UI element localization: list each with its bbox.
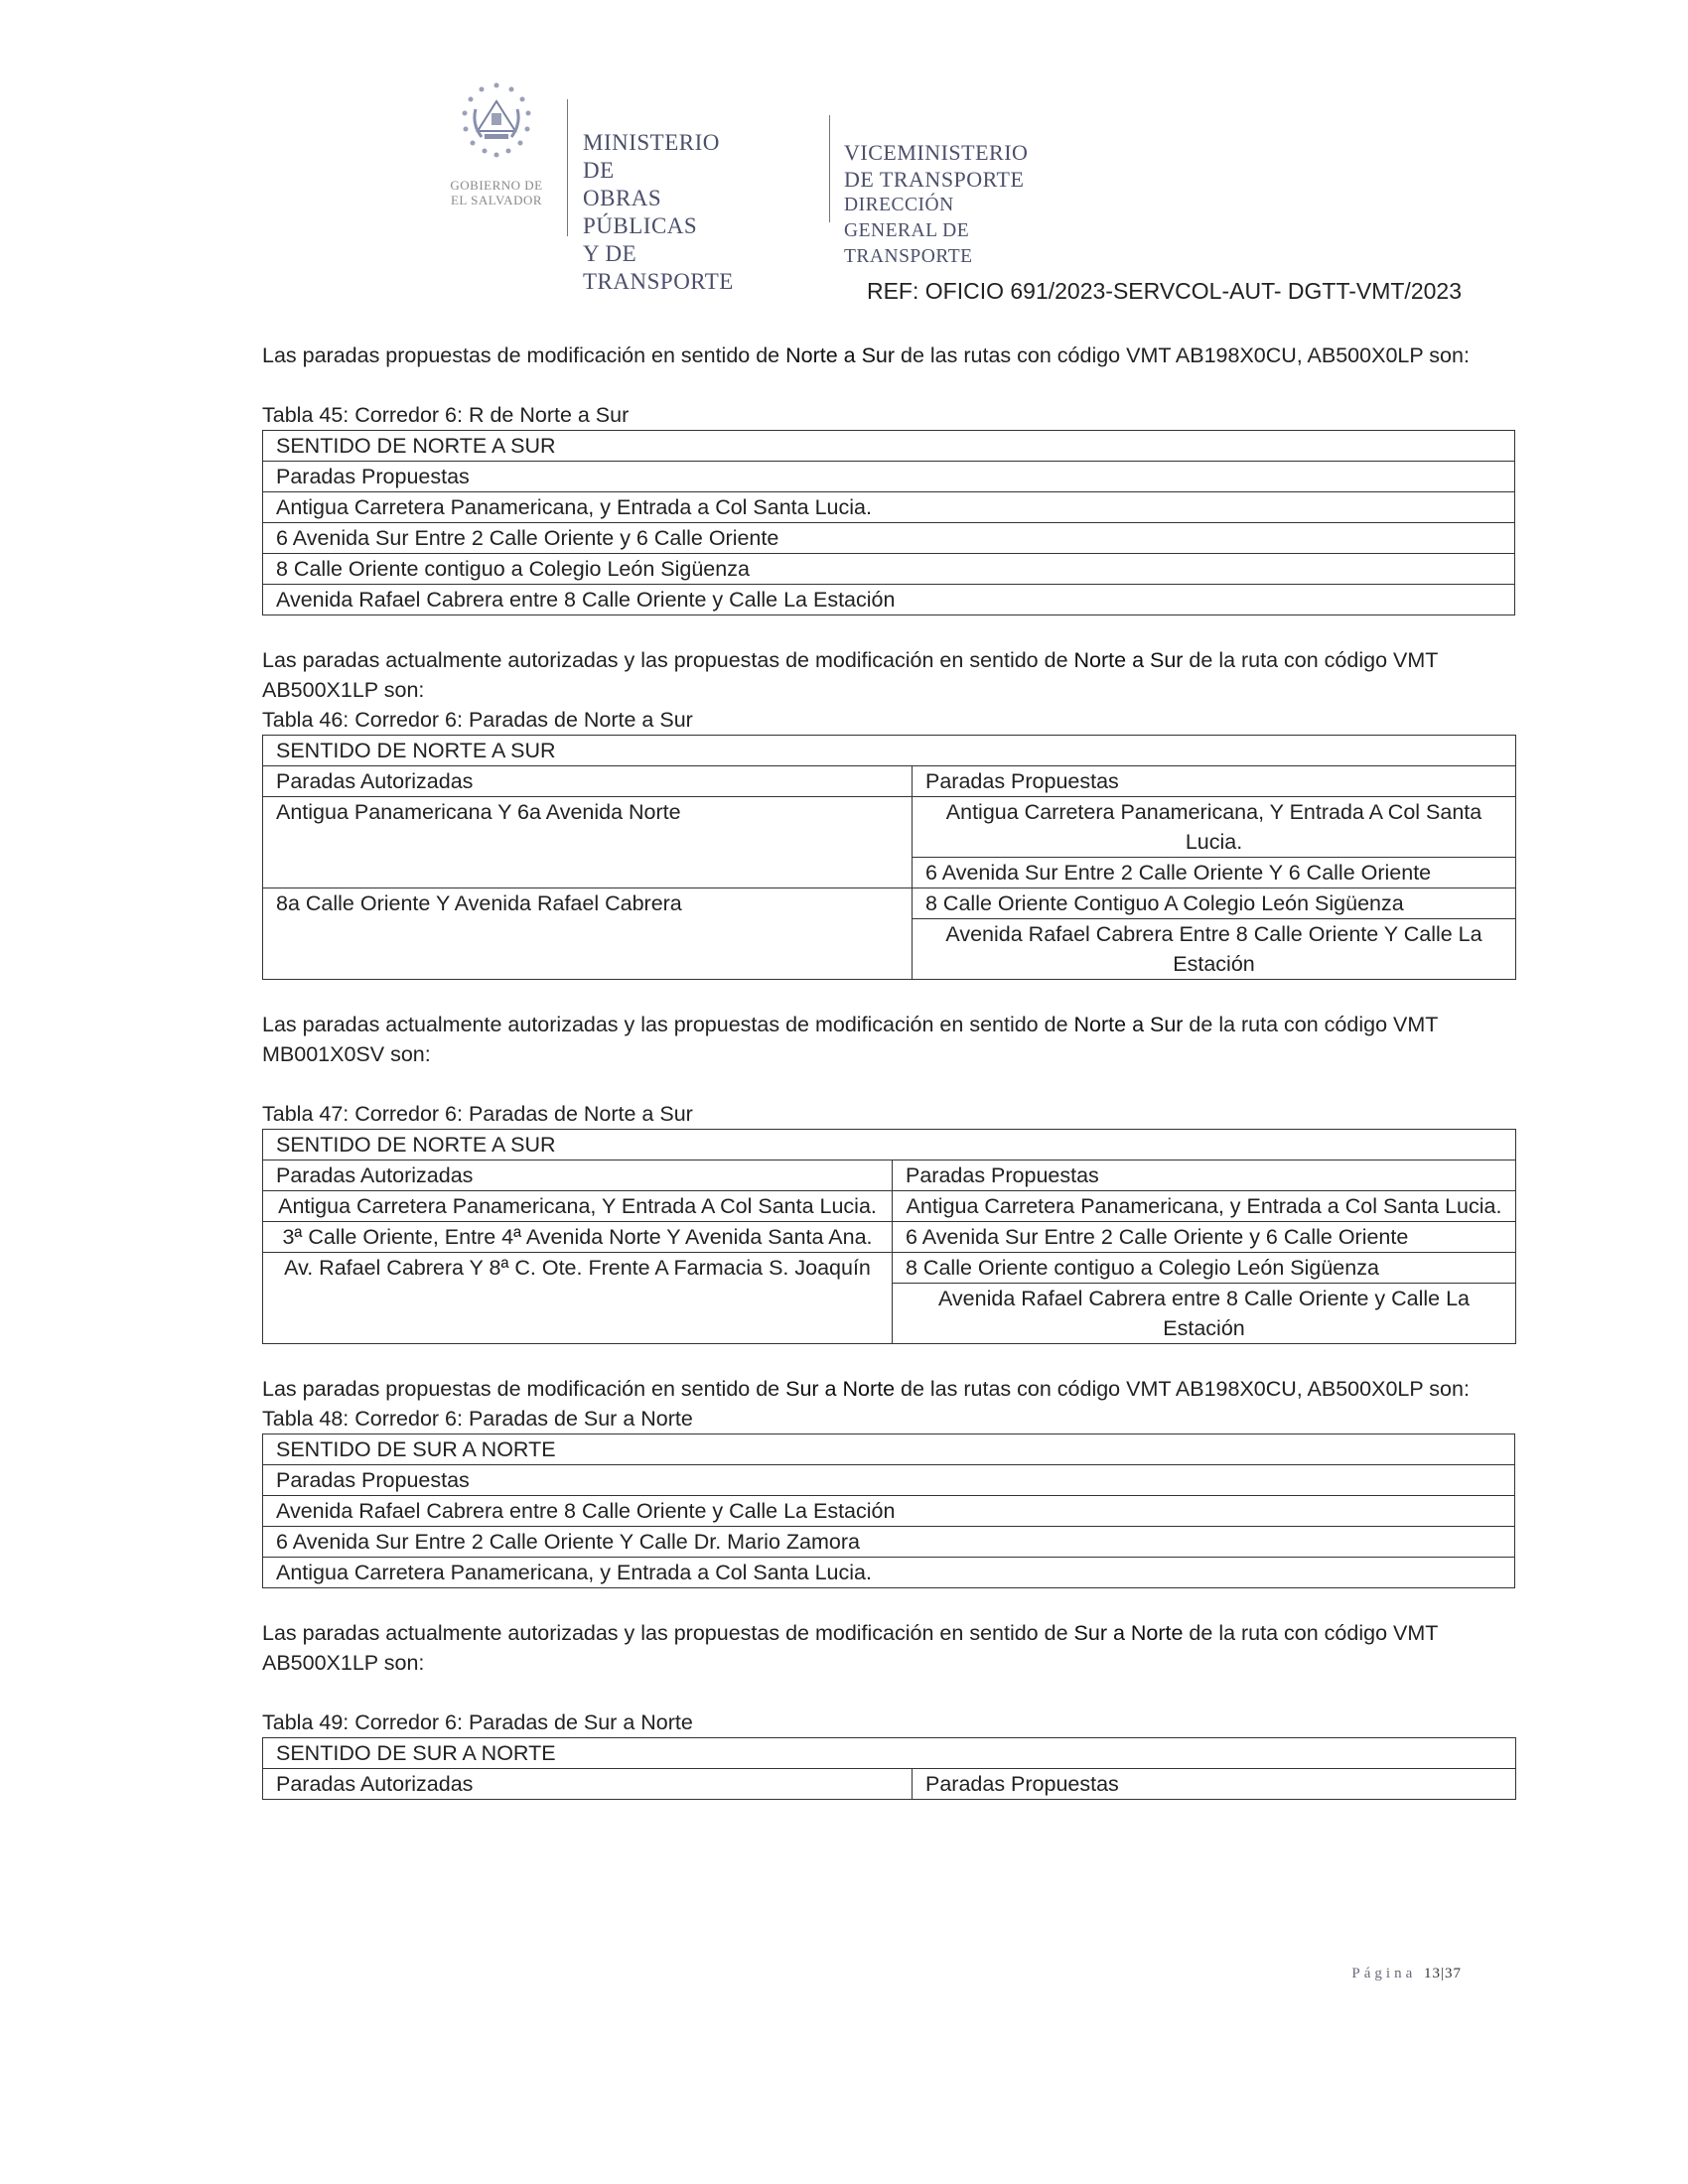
paragraph: [262, 1374, 1515, 1404]
table-48: [262, 1433, 1515, 1588]
paragraph-emphasis: Sur a Norte: [785, 1377, 896, 1401]
table-row: [263, 1253, 1516, 1284]
divider: [567, 99, 568, 236]
table-45: [262, 430, 1515, 615]
ministry-line3: Y DE TRANSPORTE: [583, 241, 734, 294]
paragraph-text: de la ruta con código VMT MB001X0SV son:: [262, 1013, 1439, 1066]
table-cell: Avenida Rafael Cabrera entre 8 Calle Oriente y Calle La Estación: [263, 1496, 1515, 1527]
table-header: SENTIDO DE NORTE A SUR: [263, 736, 1516, 766]
column-header: Paradas Autorizadas: [263, 1769, 913, 1800]
table-header: SENTIDO DE NORTE A SUR: [263, 1130, 1516, 1160]
table-caption: Tabla 47: Corredor 6: Paradas de Norte a Sur: [262, 1102, 693, 1126]
table-row: [263, 585, 1515, 615]
table-cell: 6 Avenida Sur Entre 2 Calle Oriente Y Calle Dr. Mario Zamora: [263, 1527, 1515, 1558]
table-46: [262, 735, 1516, 980]
paragraph: [262, 1010, 1515, 1069]
table-row: [263, 1191, 1516, 1222]
paragraph-text: Las paradas propuestas de modificación en sentido de: [262, 343, 786, 367]
paragraph: [262, 341, 1515, 370]
reference-number: REF: OFICIO 691/2023-SERVCOL-AUT- DGTT-VMT/2023: [866, 278, 1462, 304]
table-header: SENTIDO DE SUR A NORTE: [263, 1738, 1516, 1769]
table-cell: Avenida Rafael Cabrera entre 8 Calle Oriente y Calle La Estación: [893, 1284, 1516, 1344]
table-row: [263, 797, 1516, 858]
table-cell: 8 Calle Oriente contiguo a Colegio León Sigüenza: [263, 554, 1515, 585]
paragraph-text: Las paradas actualmente autorizadas y las propuestas de modificación en sentido de: [262, 1013, 1074, 1036]
divider: [829, 115, 830, 222]
column-header: Paradas Propuestas: [913, 1769, 1516, 1800]
column-header: Paradas Propuestas: [893, 1160, 1516, 1191]
paragraph: [262, 1618, 1515, 1678]
page-footer: [1351, 1966, 1462, 1982]
page-label: Página: [1351, 1966, 1417, 1981]
vice-line2: DIRECCIÓN GENERAL DE TRANSPORTE: [844, 195, 973, 267]
column-header: Paradas Propuestas: [913, 766, 1516, 797]
table-cell: Avenida Rafael Cabrera entre 8 Calle Oriente y Calle La Estación: [263, 585, 1515, 615]
column-header: Paradas Autorizadas: [263, 766, 913, 797]
table-cell: Antigua Carretera Panamericana, y Entrada a Col Santa Lucia.: [263, 1558, 1515, 1588]
viceministry-name: [844, 139, 1028, 270]
table-cell: Antigua Panamericana Y 6a Avenida Norte: [263, 797, 913, 888]
paragraph-text: de las rutas con código VMT AB198X0CU, AB500X0LP son:: [895, 1377, 1470, 1401]
paragraph-emphasis: Sur a Norte: [1073, 1621, 1184, 1645]
table-header: SENTIDO DE NORTE A SUR: [263, 431, 1515, 462]
paragraph-text: de la ruta con código VMT AB500X1LP son:: [262, 648, 1439, 702]
table-subheader: Paradas Propuestas: [263, 462, 1515, 492]
ministry-line1: MINISTERIO DE: [583, 130, 720, 183]
vice-line1: VICEMINISTERIO DE TRANSPORTE: [844, 140, 1029, 192]
table-row: [263, 888, 1516, 919]
table-cell: 6 Avenida Sur Entre 2 Calle Oriente y 6 Calle Oriente: [263, 523, 1515, 554]
table-cell: Antigua Carretera Panamericana, y Entrada a Col Santa Lucia.: [893, 1191, 1516, 1222]
table-row: [263, 1496, 1515, 1527]
table-row: [263, 1222, 1516, 1253]
ministry-name: [583, 129, 734, 296]
paragraph: [262, 645, 1515, 705]
table-cell: Av. Rafael Cabrera Y 8ª C. Ote. Frente A Farmacia S. Joaquín: [263, 1253, 893, 1344]
ministry-line2: OBRAS PÚBLICAS: [583, 186, 698, 238]
table-cell: Antigua Carretera Panamericana, y Entrada a Col Santa Lucia.: [263, 492, 1515, 523]
government-seal: [427, 79, 566, 228]
table-row: [263, 523, 1515, 554]
table-cell: Antigua Carretera Panamericana, Y Entrada A Col Santa Lucia.: [913, 797, 1516, 858]
table-caption: Tabla 48: Corredor 6: Paradas de Sur a Norte: [262, 1407, 693, 1431]
table-row: [263, 492, 1515, 523]
paragraph-emphasis: Norte a Sur: [785, 343, 896, 367]
table-cell: 6 Avenida Sur Entre 2 Calle Oriente Y 6 Calle Oriente: [913, 858, 1516, 888]
paragraph-text: Las paradas propuestas de modificación en sentido de: [262, 1377, 786, 1401]
table-cell: Antigua Carretera Panamericana, Y Entrada A Col Santa Lucia.: [263, 1191, 893, 1222]
seal-text-line1: GOBIERNO DE: [450, 178, 543, 193]
paragraph-text: Las paradas actualmente autorizadas y las propuestas de modificación en sentido de: [262, 648, 1074, 672]
table-caption: Tabla 46: Corredor 6: Paradas de Norte a Sur: [262, 708, 693, 732]
document-body: [262, 341, 1515, 1800]
table-cell: 6 Avenida Sur Entre 2 Calle Oriente y 6 Calle Oriente: [893, 1222, 1516, 1253]
table-cell: 8 Calle Oriente Contiguo A Colegio León Sigüenza: [913, 888, 1516, 919]
table-49: [262, 1737, 1516, 1800]
table-subheader: Paradas Propuestas: [263, 1465, 1515, 1496]
paragraph-emphasis: Norte a Sur: [1073, 1013, 1184, 1036]
page-number: 13|37: [1423, 1966, 1462, 1981]
el-salvador-seal-icon: [452, 79, 541, 174]
seal-text-line2: EL SALVADOR: [450, 193, 543, 207]
paragraph-text: Las paradas actualmente autorizadas y las propuestas de modificación en sentido de: [262, 1621, 1074, 1645]
paragraph-emphasis: Norte a Sur: [1073, 648, 1184, 672]
table-cell: 3ª Calle Oriente, Entre 4ª Avenida Norte Y Avenida Santa Ana.: [263, 1222, 893, 1253]
table-cell: Avenida Rafael Cabrera Entre 8 Calle Oriente Y Calle La Estación: [913, 919, 1516, 980]
table-header: SENTIDO DE SUR A NORTE: [263, 1434, 1515, 1465]
table-caption: Tabla 45: Corredor 6: R de Norte a Sur: [262, 403, 630, 427]
table-row: [263, 1558, 1515, 1588]
paragraph-text: de las rutas con código VMT AB198X0CU, AB500X0LP son:: [895, 343, 1470, 367]
table-row: [263, 554, 1515, 585]
paragraph-text: de la ruta con código VMT AB500X1LP son:: [262, 1621, 1439, 1675]
table-cell: 8 Calle Oriente contiguo a Colegio León Sigüenza: [893, 1253, 1516, 1284]
table-47: [262, 1129, 1516, 1344]
table-caption: Tabla 49: Corredor 6: Paradas de Sur a Norte: [262, 1710, 693, 1734]
table-row: [263, 1527, 1515, 1558]
table-cell: 8a Calle Oriente Y Avenida Rafael Cabrera: [263, 888, 913, 980]
column-header: Paradas Autorizadas: [263, 1160, 893, 1191]
